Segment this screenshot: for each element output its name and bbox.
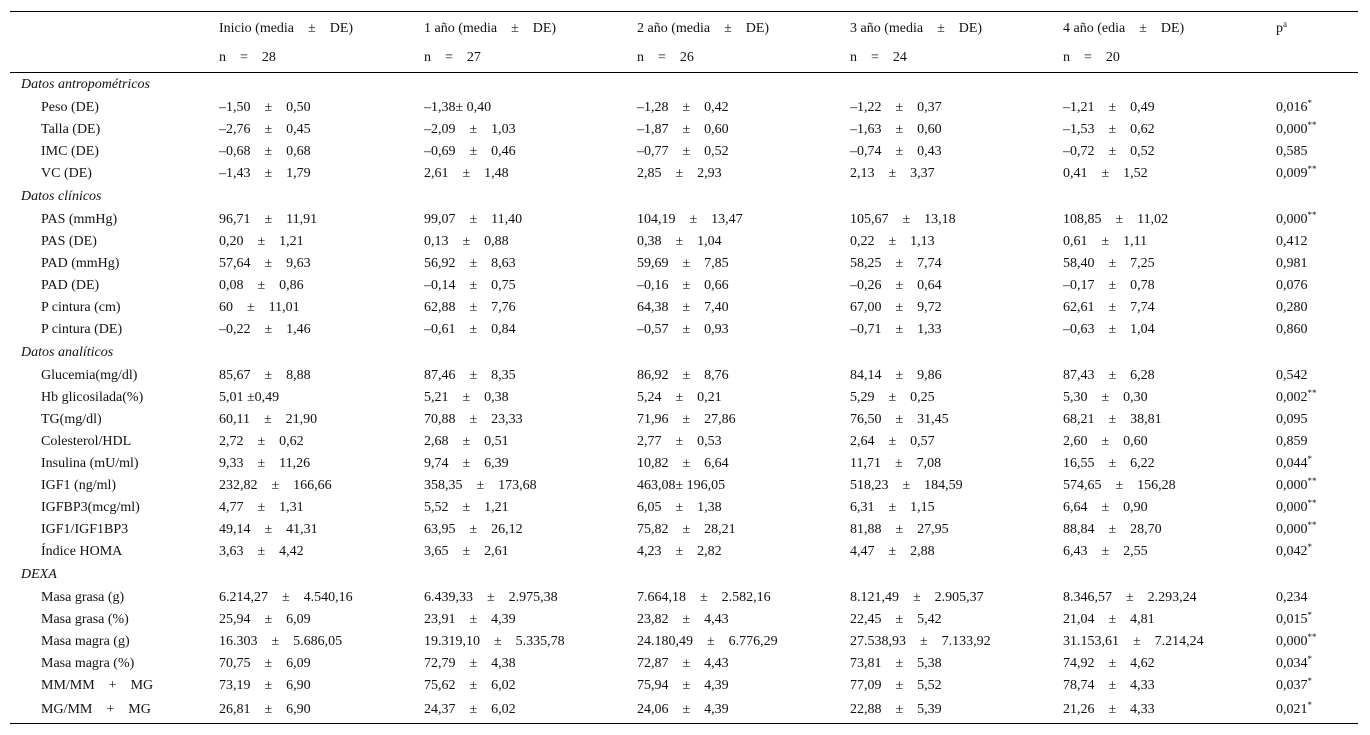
p-value-cell — [1276, 497, 1358, 519]
table-row — [10, 209, 1358, 231]
value-cell: 70,75 ± 6,09 — [219, 656, 311, 671]
row-label: Glucemia(mg/dl) — [41, 368, 138, 383]
table-row — [10, 519, 1358, 541]
header-n-year-2: n = 26 — [637, 44, 850, 73]
row-label: PAS (mmHg) — [41, 212, 118, 227]
value-cell: 71,96 ± 27,86 — [637, 412, 736, 427]
value-cell: 0,61 ± 1,11 — [1063, 234, 1148, 249]
value-cell: 22,45 ± 5,42 — [850, 612, 942, 627]
header-cell-year-4: 4 año (edia ± DE) — [1063, 12, 1276, 45]
row-label: P cintura (cm) — [41, 300, 121, 315]
value-cell: 6.439,33 ± 2.975,38 — [424, 590, 558, 605]
value-cell: –0,63 ± 1,04 — [1063, 322, 1155, 337]
value-cell: 73,19 ± 6,90 — [219, 678, 311, 693]
p-value: 0,015 — [1276, 612, 1308, 627]
row-label: Masa grasa (g) — [41, 590, 125, 605]
header-p-superscript: a — [1283, 19, 1287, 29]
p-value-cell — [1276, 631, 1358, 653]
value-cell: 2,68 ± 0,51 — [424, 434, 509, 449]
value-cell: –1,50 ± 0,50 — [219, 100, 311, 115]
table-row — [10, 231, 1358, 253]
header-cell-p — [1276, 12, 1358, 45]
table-row — [10, 163, 1358, 185]
value-cell: 8.121,49 ± 2.905,37 — [850, 590, 984, 605]
value-cell: –0,61 ± 0,84 — [424, 322, 516, 337]
value-cell: 56,92 ± 8,63 — [424, 256, 516, 271]
value-cell: 0,08 ± 0,86 — [219, 278, 304, 293]
value-cell: –1,87 ± 0,60 — [637, 122, 729, 137]
row-label: Índice HOMA — [41, 544, 123, 559]
p-value-cell — [1276, 209, 1358, 231]
value-cell: 72,87 ± 4,43 — [637, 656, 729, 671]
value-cell: 8.346,57 ± 2.293,24 — [1063, 590, 1197, 605]
header-cell-label — [10, 12, 219, 45]
value-cell: 26,81 ± 6,90 — [219, 697, 424, 724]
p-value: 0,000 — [1276, 634, 1308, 649]
p-value: 0,000 — [1276, 478, 1308, 493]
row-label: PAD (mmHg) — [41, 256, 120, 271]
value-cell: 25,94 ± 6,09 — [219, 612, 311, 627]
value-cell: –0,17 ± 0,78 — [1063, 278, 1155, 293]
table-row — [10, 431, 1358, 453]
header-n-label — [10, 44, 219, 73]
header-n-year-4: n = 20 — [1063, 44, 1276, 73]
row-label: Hb glicosilada(%) — [41, 390, 144, 405]
p-value: 0,042 — [1276, 544, 1308, 559]
value-cell: –0,69 ± 0,46 — [424, 144, 516, 159]
header-cell-year-2: 2 año (media ± DE) — [637, 12, 850, 45]
value-cell: –1,28 ± 0,42 — [637, 100, 729, 115]
p-value: 0,542 — [1276, 368, 1308, 383]
value-cell: –1,63 ± 0,60 — [850, 122, 942, 137]
p-value-cell — [1276, 519, 1358, 541]
value-cell: 63,95 ± 26,12 — [424, 522, 523, 537]
value-cell: 0,22 ± 1,13 — [850, 234, 935, 249]
p-value-cell — [1276, 119, 1358, 141]
section-title: DEXA — [21, 567, 57, 582]
value-cell: 75,62 ± 6,02 — [424, 678, 516, 693]
value-cell: –0,57 ± 0,93 — [637, 322, 729, 337]
table-row — [10, 697, 1358, 724]
value-cell: –0,77 ± 0,52 — [637, 144, 729, 159]
p-value-cell — [1276, 97, 1358, 119]
significance-marker: ** — [1307, 120, 1317, 130]
value-cell: 5,30 ± 0,30 — [1063, 390, 1148, 405]
table-body — [10, 73, 1358, 724]
significance-marker: ** — [1307, 210, 1317, 220]
value-cell: 84,14 ± 9,86 — [850, 368, 942, 383]
value-cell: 62,61 ± 7,74 — [1063, 300, 1155, 315]
value-cell: 73,81 ± 5,38 — [850, 656, 942, 671]
value-cell: –0,72 ± 0,52 — [1063, 144, 1155, 159]
header-n-year-3: n = 24 — [850, 44, 1063, 73]
value-cell: –0,16 ± 0,66 — [637, 278, 729, 293]
section-row — [10, 73, 1358, 98]
value-cell: 2,61 ± 1,48 — [424, 166, 509, 181]
p-value: 0,037 — [1276, 678, 1308, 693]
value-cell: 70,88 ± 23,33 — [424, 412, 523, 427]
p-value-cell — [1276, 697, 1358, 724]
row-label: Colesterol/HDL — [41, 434, 132, 449]
p-value: 0,000 — [1276, 500, 1308, 515]
value-cell: 75,94 ± 4,39 — [637, 678, 729, 693]
results-table-container — [10, 11, 1358, 724]
value-cell: –1,22 ± 0,37 — [850, 100, 942, 115]
p-value: 0,412 — [1276, 234, 1308, 249]
significance-marker: ** — [1307, 498, 1317, 508]
p-value-cell — [1276, 387, 1358, 409]
value-cell: 5,24 ± 0,21 — [637, 390, 722, 405]
value-cell: 78,74 ± 4,33 — [1063, 678, 1155, 693]
value-cell: 87,43 ± 6,28 — [1063, 368, 1155, 383]
value-cell: 7.664,18 ± 2.582,16 — [637, 590, 771, 605]
p-value-cell — [1276, 365, 1358, 387]
p-value: 0,234 — [1276, 590, 1308, 605]
p-value: 0,981 — [1276, 256, 1308, 271]
value-cell: 574,65 ± 156,28 — [1063, 478, 1176, 493]
value-cell: –2,09 ± 1,03 — [424, 122, 516, 137]
row-label: Talla (DE) — [41, 122, 101, 137]
row-label: IGF1 (ng/ml) — [41, 478, 117, 493]
p-value-cell — [1276, 297, 1358, 319]
p-value-cell — [1276, 163, 1358, 185]
header-row-1 — [10, 12, 1358, 45]
table-row — [10, 97, 1358, 119]
table-row — [10, 319, 1358, 341]
p-value-cell — [1276, 275, 1358, 297]
table-row — [10, 631, 1358, 653]
value-cell: 60 ± 11,01 — [219, 300, 300, 315]
value-cell: 22,88 ± 5,39 — [850, 697, 1063, 724]
row-label: Peso (DE) — [41, 100, 99, 115]
value-cell: 0,13 ± 0,88 — [424, 234, 509, 249]
p-value: 0,000 — [1276, 212, 1308, 227]
header-cell-inicio: Inicio (media ± DE) — [219, 12, 424, 45]
p-value-cell — [1276, 541, 1358, 563]
value-cell: 0,38 ± 1,04 — [637, 234, 722, 249]
value-cell: 23,82 ± 4,43 — [637, 612, 729, 627]
value-cell: 2,85 ± 2,93 — [637, 166, 722, 181]
value-cell: 62,88 ± 7,76 — [424, 300, 516, 315]
value-cell: 2,72 ± 0,62 — [219, 434, 304, 449]
value-cell: 5,29 ± 0,25 — [850, 390, 935, 405]
table-header — [10, 12, 1358, 73]
value-cell: 21,26 ± 4,33 — [1063, 697, 1276, 724]
value-cell: 2,64 ± 0,57 — [850, 434, 935, 449]
value-cell: 3,65 ± 2,61 — [424, 544, 509, 559]
table-row — [10, 141, 1358, 163]
value-cell: 0,20 ± 1,21 — [219, 234, 304, 249]
table-row — [10, 475, 1358, 497]
value-cell: 105,67 ± 13,18 — [850, 212, 956, 227]
value-cell: 16.303 ± 5.686,05 — [219, 634, 343, 649]
p-value: 0,034 — [1276, 656, 1308, 671]
value-cell: 59,69 ± 7,85 — [637, 256, 729, 271]
value-cell: 49,14 ± 41,31 — [219, 522, 318, 537]
value-cell: –2,76 ± 0,45 — [219, 122, 311, 137]
value-cell: 81,88 ± 27,95 — [850, 522, 949, 537]
header-row-2 — [10, 44, 1358, 73]
table-row — [10, 253, 1358, 275]
significance-marker: * — [1307, 654, 1312, 664]
p-value: 0,044 — [1276, 456, 1308, 471]
value-cell: 57,64 ± 9,63 — [219, 256, 311, 271]
value-cell: 87,46 ± 8,35 — [424, 368, 516, 383]
significance-marker: * — [1307, 676, 1312, 686]
row-label: TG(mg/dl) — [41, 412, 102, 427]
value-cell: 96,71 ± 11,91 — [219, 212, 318, 227]
header-p-text: p — [1276, 21, 1283, 36]
significance-marker: * — [1307, 98, 1312, 108]
p-value: 0,000 — [1276, 122, 1308, 137]
value-cell: 2,13 ± 3,37 — [850, 166, 935, 181]
significance-marker: * — [1307, 610, 1312, 620]
p-value-cell — [1276, 475, 1358, 497]
significance-marker: ** — [1307, 388, 1317, 398]
row-label: IMC (DE) — [41, 144, 99, 159]
value-cell: 72,79 ± 4,38 — [424, 656, 516, 671]
p-value-cell — [1276, 587, 1358, 609]
p-value: 0,859 — [1276, 434, 1308, 449]
p-value: 0,095 — [1276, 412, 1308, 427]
value-cell: 64,38 ± 7,40 — [637, 300, 729, 315]
value-cell: 2,77 ± 0,53 — [637, 434, 722, 449]
table-row — [10, 387, 1358, 409]
value-cell: 358,35 ± 173,68 — [424, 478, 537, 493]
section-title: Datos analíticos — [21, 345, 114, 360]
p-value: 0,585 — [1276, 144, 1308, 159]
p-value-cell — [1276, 675, 1358, 697]
results-table — [10, 11, 1358, 724]
value-cell: 24,06 ± 4,39 — [637, 697, 850, 724]
value-cell: –0,74 ± 0,43 — [850, 144, 942, 159]
p-value: 0,860 — [1276, 322, 1308, 337]
p-value: 0,009 — [1276, 166, 1308, 181]
value-cell: 4,47 ± 2,88 — [850, 544, 935, 559]
value-cell: 86,92 ± 8,76 — [637, 368, 729, 383]
table-row — [10, 275, 1358, 297]
value-cell: 23,91 ± 4,39 — [424, 612, 516, 627]
significance-marker: ** — [1307, 476, 1317, 486]
header-n-p — [1276, 44, 1358, 73]
table-row — [10, 653, 1358, 675]
row-label: Insulina (mU/ml) — [41, 456, 139, 471]
value-cell: –1,21 ± 0,49 — [1063, 100, 1155, 115]
value-cell: 88,84 ± 28,70 — [1063, 522, 1162, 537]
table-row — [10, 409, 1358, 431]
row-label: VC (DE) — [41, 166, 92, 181]
value-cell: 99,07 ± 11,40 — [424, 212, 523, 227]
value-cell: 232,82 ± 166,66 — [219, 478, 332, 493]
value-cell: 4,77 ± 1,31 — [219, 500, 304, 515]
value-cell: 24,37 ± 6,02 — [424, 697, 637, 724]
value-cell: –0,14 ± 0,75 — [424, 278, 516, 293]
table-row — [10, 497, 1358, 519]
p-value-cell — [1276, 409, 1358, 431]
significance-marker: * — [1307, 700, 1312, 710]
value-cell: 104,19 ± 13,47 — [637, 212, 743, 227]
value-cell: 5,21 ± 0,38 — [424, 390, 509, 405]
value-cell: 5,01 ±0,49 — [219, 390, 280, 405]
value-cell: 58,40 ± 7,25 — [1063, 256, 1155, 271]
value-cell: 9,33 ± 11,26 — [219, 456, 311, 471]
header-cell-year-3: 3 año (media ± DE) — [850, 12, 1063, 45]
p-value-cell — [1276, 431, 1358, 453]
p-value-cell — [1276, 253, 1358, 275]
value-cell: 16,55 ± 6,22 — [1063, 456, 1155, 471]
row-label: MG/MM + MG — [10, 697, 219, 724]
p-value: 0,000 — [1276, 522, 1308, 537]
section-row — [10, 185, 1358, 209]
value-cell: 11,71 ± 7,08 — [850, 456, 942, 471]
table-row — [10, 541, 1358, 563]
table-row — [10, 365, 1358, 387]
p-value-cell — [1276, 453, 1358, 475]
row-label: IGF1/IGF1BP3 — [41, 522, 129, 537]
significance-marker: * — [1307, 542, 1312, 552]
value-cell: –0,68 ± 0,68 — [219, 144, 311, 159]
value-cell: 9,74 ± 6,39 — [424, 456, 509, 471]
value-cell: 5,52 ± 1,21 — [424, 500, 509, 515]
value-cell: 74,92 ± 4,62 — [1063, 656, 1155, 671]
row-label: IGFBP3(mcg/ml) — [41, 500, 140, 515]
p-value: 0,002 — [1276, 390, 1308, 405]
value-cell: 518,23 ± 184,59 — [850, 478, 963, 493]
value-cell: 6.214,27 ± 4.540,16 — [219, 590, 353, 605]
value-cell: 67,00 ± 9,72 — [850, 300, 942, 315]
p-value: 0,076 — [1276, 278, 1308, 293]
value-cell: 6,43 ± 2,55 — [1063, 544, 1148, 559]
value-cell: 76,50 ± 31,45 — [850, 412, 949, 427]
p-value: 0,280 — [1276, 300, 1308, 315]
p-value: 0,021 — [1276, 702, 1308, 717]
section-row — [10, 563, 1358, 587]
value-cell: 19.319,10 ± 5.335,78 — [424, 634, 565, 649]
section-row — [10, 341, 1358, 365]
value-cell: 4,23 ± 2,82 — [637, 544, 722, 559]
value-cell: 21,04 ± 4,81 — [1063, 612, 1155, 627]
p-value-cell — [1276, 231, 1358, 253]
value-cell: –1,53 ± 0,62 — [1063, 122, 1155, 137]
row-label: PAS (DE) — [41, 234, 97, 249]
value-cell: 75,82 ± 28,21 — [637, 522, 736, 537]
value-cell: 108,85 ± 11,02 — [1063, 212, 1169, 227]
section-title: Datos clínicos — [21, 189, 102, 204]
value-cell: 60,11 ± 21,90 — [219, 412, 318, 427]
value-cell: –0,26 ± 0,64 — [850, 278, 942, 293]
p-value: 0,016 — [1276, 100, 1308, 115]
p-value-cell — [1276, 141, 1358, 163]
p-value-cell — [1276, 319, 1358, 341]
value-cell: 27.538,93 ± 7.133,92 — [850, 634, 991, 649]
table-row — [10, 587, 1358, 609]
value-cell: 85,67 ± 8,88 — [219, 368, 311, 383]
table-row — [10, 297, 1358, 319]
value-cell: 6,64 ± 0,90 — [1063, 500, 1148, 515]
value-cell: 68,21 ± 38,81 — [1063, 412, 1162, 427]
significance-marker: ** — [1307, 164, 1317, 174]
row-label: Masa grasa (%) — [41, 612, 129, 627]
value-cell: –1,38± 0,40 — [424, 100, 492, 115]
header-cell-year-1: 1 año (media ± DE) — [424, 12, 637, 45]
value-cell: 31.153,61 ± 7.214,24 — [1063, 634, 1204, 649]
value-cell: 77,09 ± 5,52 — [850, 678, 942, 693]
p-value-cell — [1276, 609, 1358, 631]
p-value-cell — [1276, 653, 1358, 675]
value-cell: 6,31 ± 1,15 — [850, 500, 935, 515]
section-title: Datos antropométricos — [21, 77, 150, 92]
row-label: Masa magra (%) — [41, 656, 135, 671]
row-label: Masa magra (g) — [41, 634, 130, 649]
value-cell: 6,05 ± 1,38 — [637, 500, 722, 515]
value-cell: –0,71 ± 1,33 — [850, 322, 942, 337]
table-row — [10, 453, 1358, 475]
significance-marker: * — [1307, 454, 1312, 464]
header-n-inicio: n = 28 — [219, 44, 424, 73]
value-cell: 58,25 ± 7,74 — [850, 256, 942, 271]
row-label: P cintura (DE) — [41, 322, 123, 337]
value-cell: –1,43 ± 1,79 — [219, 166, 311, 181]
value-cell: 24.180,49 ± 6.776,29 — [637, 634, 778, 649]
value-cell: 0,41 ± 1,52 — [1063, 166, 1148, 181]
significance-marker: ** — [1307, 632, 1317, 642]
row-label: PAD (DE) — [41, 278, 100, 293]
table-row — [10, 675, 1358, 697]
table-row — [10, 609, 1358, 631]
significance-marker: ** — [1307, 520, 1317, 530]
header-n-year-1: n = 27 — [424, 44, 637, 73]
value-cell: 10,82 ± 6,64 — [637, 456, 729, 471]
row-label: MM/MM + MG — [41, 678, 154, 693]
value-cell: 3,63 ± 4,42 — [219, 544, 304, 559]
value-cell: 2,60 ± 0,60 — [1063, 434, 1148, 449]
value-cell: –0,22 ± 1,46 — [219, 322, 311, 337]
value-cell: 463,08± 196,05 — [637, 478, 726, 493]
table-row — [10, 119, 1358, 141]
